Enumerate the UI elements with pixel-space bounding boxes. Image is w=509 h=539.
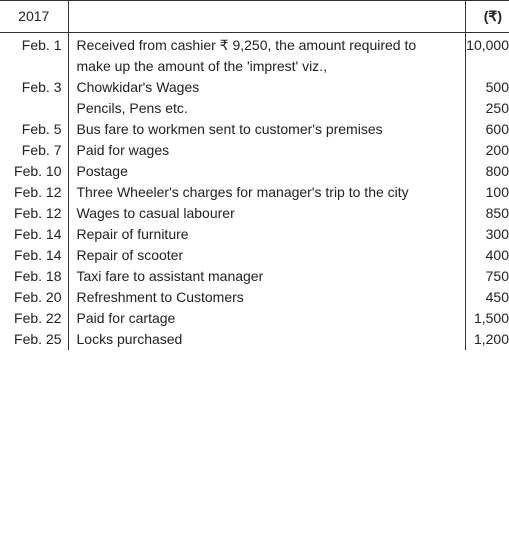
- description-line: Locks purchased: [76, 331, 183, 347]
- entry-description: [68, 182, 465, 203]
- description-line: Bus fare to workmen sent to customer's premises: [76, 121, 383, 137]
- entry-description: [68, 329, 465, 350]
- entry-description: [68, 203, 465, 224]
- description-line: Repair of furniture: [76, 226, 189, 242]
- table-row: [0, 119, 509, 140]
- table-row: [0, 224, 509, 245]
- entry-amount: 450: [485, 289, 509, 305]
- table-row: [0, 287, 509, 308]
- description-line: Refreshment to Customers: [76, 289, 244, 305]
- entry-description: [68, 98, 465, 119]
- description-line: Three Wheeler's charges for manager's trip to the city: [76, 184, 409, 200]
- entry-amount: 300: [485, 226, 509, 242]
- entry-description: [68, 266, 465, 287]
- table-row: [0, 140, 509, 161]
- description-line: Repair of scooter: [76, 247, 184, 263]
- entry-date: Feb. 25: [0, 329, 68, 350]
- entry-description: [68, 287, 465, 308]
- entry-date: Feb. 1: [0, 33, 68, 78]
- entry-amount: 200: [485, 142, 509, 158]
- entry-date: Feb. 18: [0, 266, 68, 287]
- entry-amount: 1,200: [473, 331, 509, 347]
- entry-amount: 600: [485, 121, 509, 137]
- entry-description: [68, 33, 465, 78]
- entry-amount: 800: [485, 163, 509, 179]
- entry-date: Feb. 3: [0, 77, 68, 98]
- entry-amount: 750: [485, 268, 509, 284]
- entry-date: Feb. 12: [0, 203, 68, 224]
- description-line: Postage: [76, 163, 128, 179]
- description-line: Pencils, Pens etc.: [76, 100, 188, 116]
- table-row: [0, 161, 509, 182]
- entry-date: Feb. 14: [0, 224, 68, 245]
- petty-cash-table-body: [0, 1, 509, 351]
- table-header-row: [0, 1, 509, 33]
- entry-amount: 100: [485, 184, 509, 200]
- table-row: [0, 308, 509, 329]
- entry-description: [68, 245, 465, 266]
- description-line: Wages to casual labourer: [76, 205, 235, 221]
- entry-description: [68, 224, 465, 245]
- description-line: Taxi fare to assistant manager: [76, 268, 264, 284]
- entry-date: Feb. 20: [0, 287, 68, 308]
- table-row: [0, 182, 509, 203]
- entry-date: Feb. 12: [0, 182, 68, 203]
- entry-amount: 850: [485, 205, 509, 221]
- entry-description: [68, 77, 465, 98]
- entry-date: Feb. 22: [0, 308, 68, 329]
- table-row: [0, 77, 509, 98]
- entry-date: Feb. 10: [0, 161, 68, 182]
- table-row: [0, 33, 509, 78]
- entry-date: Feb. 14: [0, 245, 68, 266]
- table-row: [0, 266, 509, 287]
- entry-date: Feb. 5: [0, 119, 68, 140]
- entry-description: [68, 161, 465, 182]
- entry-amount: 500: [485, 79, 509, 95]
- description-line: Paid for cartage: [76, 310, 176, 326]
- description-line: Chowkidar's Wages: [76, 79, 200, 95]
- table-row: [0, 203, 509, 224]
- entry-amount: 10,000: [466, 37, 509, 53]
- entry-amount: 250: [485, 100, 509, 116]
- description-line: Paid for wages: [76, 142, 170, 158]
- table-row: [0, 98, 509, 119]
- description-line: Received from cashier ₹ 9,250, the amount required to: [76, 37, 417, 53]
- entry-amount: 1,500: [473, 310, 509, 326]
- year-header: 2017: [0, 1, 68, 33]
- entry-description: [68, 140, 465, 161]
- entry-date: Feb. 7: [0, 140, 68, 161]
- amount-header: (₹): [465, 1, 509, 33]
- table-row: [0, 245, 509, 266]
- entry-amount: 400: [485, 247, 509, 263]
- entry-date: [0, 98, 68, 119]
- table-row: [0, 329, 509, 350]
- description-line: make up the amount of the 'imprest' viz.,: [76, 58, 327, 74]
- entry-description: [68, 119, 465, 140]
- entry-description: [68, 308, 465, 329]
- particulars-header: [68, 1, 465, 33]
